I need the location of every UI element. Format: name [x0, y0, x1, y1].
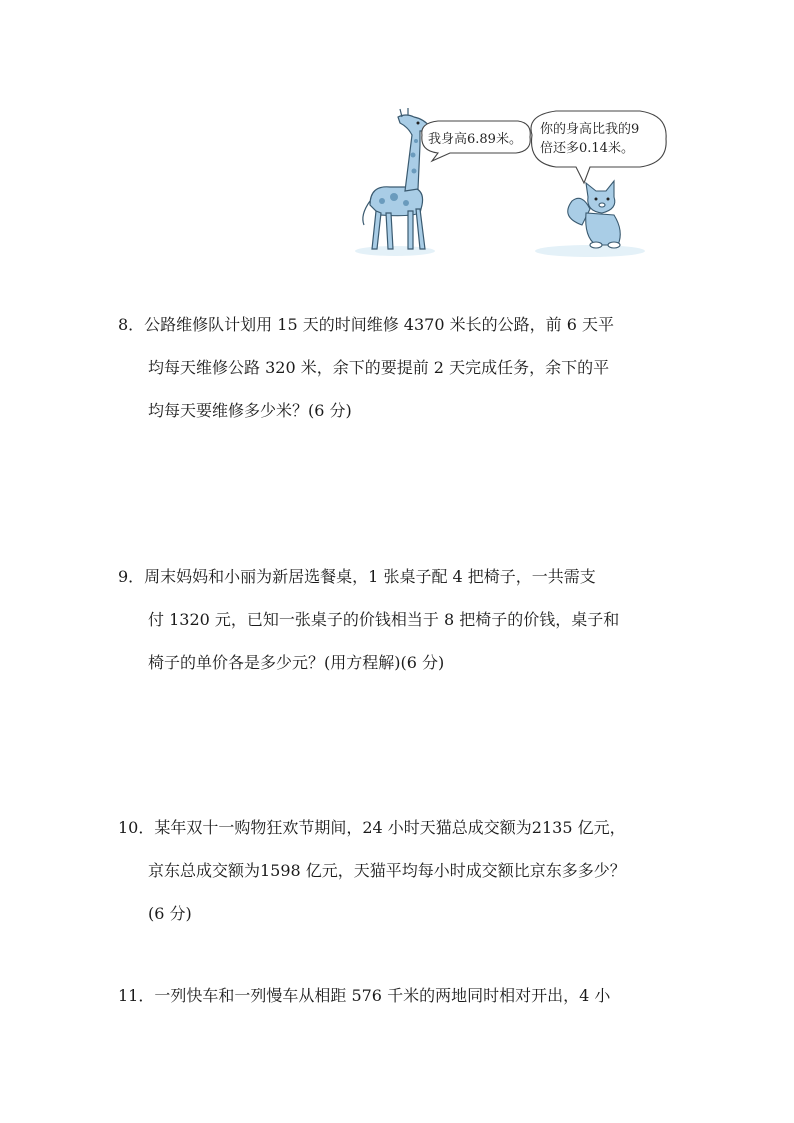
question-10-line-1: 10．某年双十一购物狂欢节期间，24 小时天猫总成交额为2135 亿元， — [118, 818, 626, 837]
fox-speech-line-1: 你的身高比我的9 — [540, 122, 640, 137]
question-9-line-1: 9．周末妈妈和小丽为新居选餐桌，1 张桌子配 4 把椅子，一共需支 — [118, 567, 596, 586]
giraffe-icon — [363, 108, 430, 249]
fox-icon — [568, 181, 620, 248]
question-11-line-1: 11．一列快车和一列慢车从相距 576 千米的两地同时相对开出，4 小 — [118, 986, 611, 1005]
fox-shadow — [535, 245, 645, 257]
giraffe-fox-illustration — [350, 105, 670, 260]
question-9-line-3: 椅子的单价各是多少元？(用方程解)(6 分) — [148, 653, 445, 672]
question-8-line-1: 8．公路维修队计划用 15 天的时间维修 4370 米长的公路，前 6 天平 — [118, 315, 614, 334]
question-10-line-2: 京东总成交额为1598 亿元，天猫平均每小时成交额比京东多多少？ — [148, 861, 626, 880]
question-8-line-3: 均每天要维修多少米？(6 分) — [148, 401, 352, 420]
question-8-line-2: 均每天维修公路 320 米，余下的要提前 2 天完成任务，余下的平 — [148, 358, 610, 377]
giraffe-speech-text: 我身高6.89米。 — [428, 132, 522, 147]
question-10-line-3: (6 分) — [148, 904, 192, 923]
question-9-line-2: 付 1320 元，已知一张桌子的价钱相当于 8 把椅子的价钱，桌子和 — [148, 610, 620, 629]
fox-speech-line-2: 倍还多0.14米。 — [540, 141, 634, 156]
